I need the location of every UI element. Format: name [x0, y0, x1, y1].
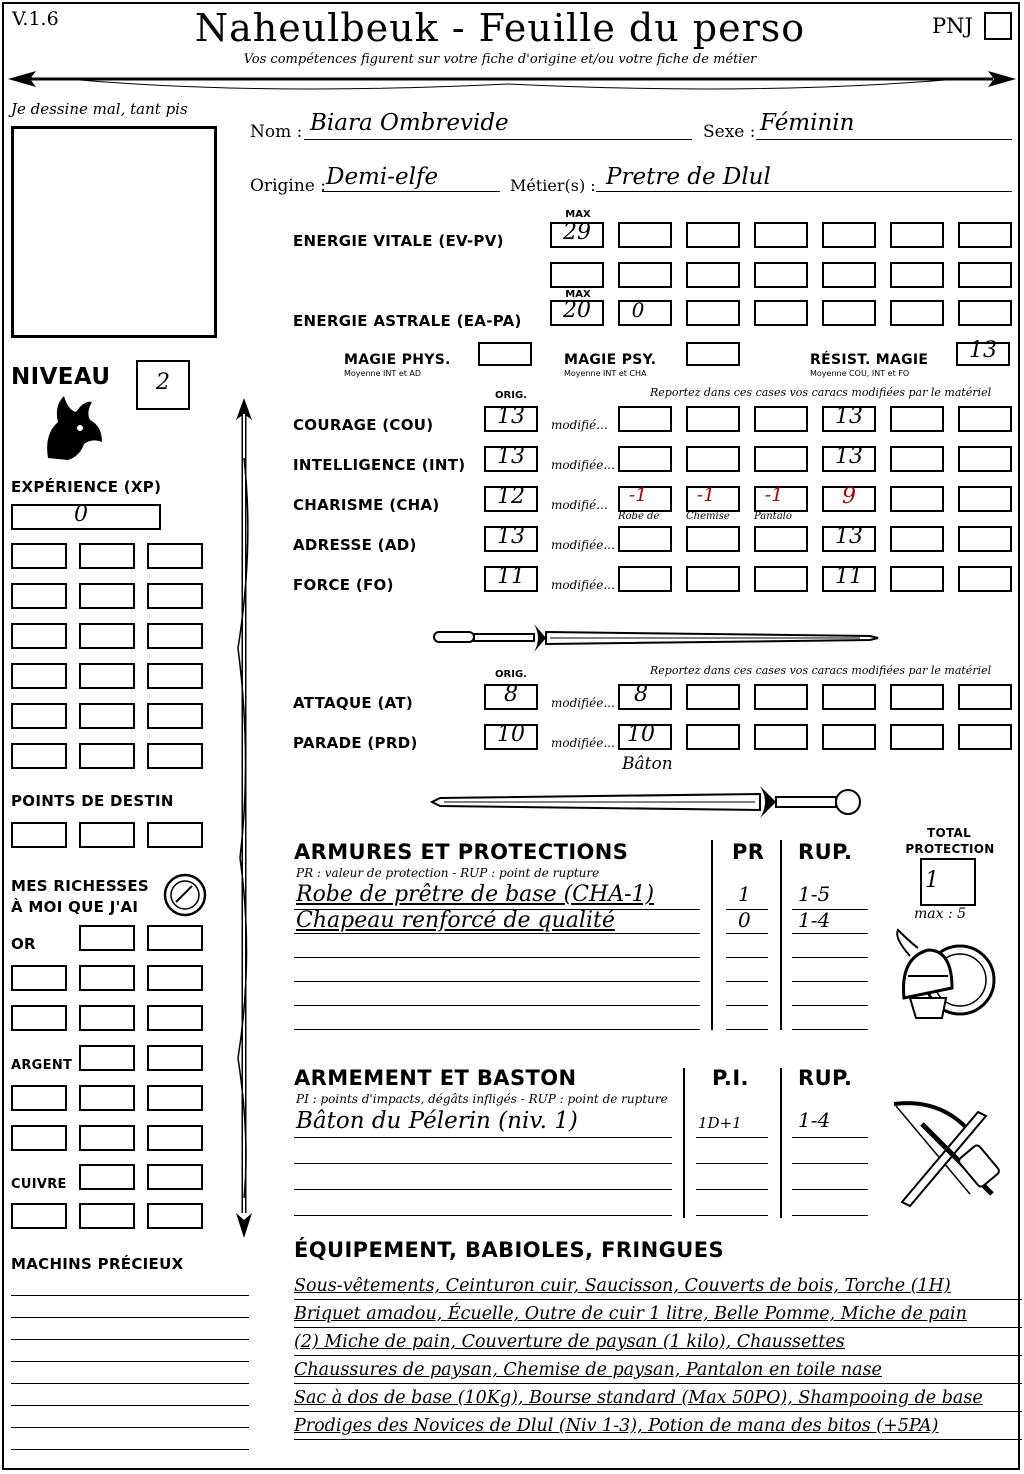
- armement-title: ARMEMENT ET BASTON: [294, 1066, 577, 1090]
- nom-label: Nom :: [250, 122, 303, 142]
- money-box[interactable]: [79, 1085, 135, 1111]
- machins-line[interactable]: [11, 1384, 249, 1406]
- carac-mod-value: -1: [628, 484, 648, 506]
- ea-max-label: MAX: [565, 289, 591, 300]
- equipement-line[interactable]: Sac à dos de base (10Kg), Bourse standard (Max 50PO), Shampooing de base: [294, 1386, 1022, 1412]
- ea-box[interactable]: [822, 300, 876, 326]
- arme-name-line[interactable]: [294, 1138, 672, 1164]
- armement-divider-2: [780, 1068, 782, 1218]
- carac-final-value: 9: [842, 484, 856, 509]
- ev-box[interactable]: [958, 262, 1012, 288]
- carac-mod-box[interactable]: [890, 526, 944, 552]
- money-box[interactable]: [79, 1045, 135, 1071]
- armures-divider-1: [711, 840, 713, 1030]
- money-box[interactable]: [147, 1045, 203, 1071]
- ea-current-value: 0: [631, 298, 645, 322]
- arme-name-line[interactable]: [294, 1164, 672, 1190]
- ev-box[interactable]: [754, 262, 808, 288]
- money-box[interactable]: [147, 925, 203, 951]
- niveau-label: NIVEAU: [11, 364, 111, 390]
- armure-pr-line[interactable]: [726, 982, 768, 1006]
- magie-psy-label: MAGIE PSY.: [564, 352, 657, 368]
- caracs-report-note: Reportez dans ces cases vos caracs modifiées par le matériel: [650, 386, 992, 399]
- xp-grid-box[interactable]: [79, 663, 135, 689]
- carac-mod-box[interactable]: [754, 566, 808, 592]
- magie-phys-note: Moyenne INT et AD: [344, 369, 422, 378]
- equipement-line[interactable]: Sous-vêtements, Ceinturon cuir, Saucisson, Couverts de bois, Torche (1H): [294, 1274, 1022, 1300]
- destin-box[interactable]: [11, 822, 67, 848]
- armure-pr-line[interactable]: [726, 1006, 768, 1030]
- armure-name-line[interactable]: [294, 934, 700, 958]
- armure-rup-line[interactable]: [792, 1006, 868, 1030]
- machins-line[interactable]: [11, 1406, 249, 1428]
- carac-mod-box[interactable]: [958, 446, 1012, 472]
- carac-mod-box[interactable]: [618, 526, 672, 552]
- destin-box[interactable]: [147, 822, 203, 848]
- armure-name-line[interactable]: [294, 1006, 700, 1030]
- machins-line[interactable]: [11, 1296, 249, 1318]
- armures-rup-label: RUP.: [798, 840, 853, 864]
- xp-grid-box[interactable]: [11, 743, 67, 769]
- ea-box[interactable]: [958, 300, 1012, 326]
- xp-grid-box[interactable]: [147, 623, 203, 649]
- xp-grid-box[interactable]: [79, 743, 135, 769]
- carac-label: COURAGE (COU): [293, 416, 434, 434]
- total-protection-value: 1: [925, 868, 939, 893]
- money-box[interactable]: [79, 965, 135, 991]
- armement-note: PI : points d'impacts, dégâts infligés - RUP : point de rupture: [296, 1092, 668, 1106]
- carac-mod-box[interactable]: [686, 526, 740, 552]
- parade-label: PARADE (PRD): [293, 734, 418, 752]
- armure-rup: 1-5: [798, 882, 831, 906]
- sexe-value: Féminin: [760, 110, 855, 136]
- carac-label: FORCE (FO): [293, 576, 394, 594]
- carac-mod-box[interactable]: [958, 486, 1012, 512]
- attaque-mod-box[interactable]: [890, 684, 944, 710]
- page-title: Naheulbeuk - Feuille du perso: [194, 6, 806, 50]
- carac-mod-label: modifié...: [551, 418, 608, 432]
- resist-magie-value: 13: [969, 338, 997, 363]
- carac-mod-box[interactable]: [890, 566, 944, 592]
- attaque-mod-box[interactable]: [686, 684, 740, 710]
- carac-mod-box[interactable]: [958, 526, 1012, 552]
- destin-label: POINTS DE DESTIN: [11, 792, 174, 810]
- ea-box[interactable]: [686, 300, 740, 326]
- armure-rup-line[interactable]: [792, 934, 868, 958]
- arme-rup: 1-4: [798, 1108, 831, 1132]
- attaque-orig-value: 8: [504, 682, 518, 707]
- attaque-label: ATTAQUE (AT): [293, 694, 414, 712]
- pnj-label: PNJ: [932, 14, 973, 38]
- armure-pr: 1: [738, 882, 751, 906]
- coin-icon: [162, 872, 208, 918]
- equipement-line[interactable]: Chaussures de paysan, Chemise de paysan, Pantalon en toile nase: [294, 1358, 1022, 1384]
- attaque-mod-box[interactable]: [958, 684, 1012, 710]
- carac-mod-box[interactable]: [686, 406, 740, 432]
- money-box[interactable]: [79, 1203, 135, 1229]
- armure-name-line[interactable]: [294, 982, 700, 1006]
- carac-label: ADRESSE (AD): [293, 536, 417, 554]
- ev-box[interactable]: [958, 222, 1012, 248]
- xp-grid-box[interactable]: [79, 703, 135, 729]
- arme-pi: 1D+1: [698, 1114, 742, 1132]
- armure-pr-line[interactable]: [726, 958, 768, 982]
- ev-box[interactable]: [890, 262, 944, 288]
- xp-grid-box[interactable]: [11, 703, 67, 729]
- parade-mod-box[interactable]: [686, 724, 740, 750]
- equipement-line[interactable]: Prodiges des Novices de Dlul (Niv 1-3), Potion de mana des bitos (+5PA): [294, 1414, 1022, 1440]
- carac-orig-value: 11: [497, 564, 525, 589]
- armures-note: PR : valeur de protection - RUP : point de rupture: [296, 866, 600, 880]
- xp-grid-box[interactable]: [79, 543, 135, 569]
- money-box[interactable]: [147, 1203, 203, 1229]
- xp-grid-box[interactable]: [147, 543, 203, 569]
- armement-pi-label: P.I.: [712, 1066, 749, 1090]
- arme-name: Bâton du Pélerin (niv. 1): [296, 1108, 578, 1134]
- xp-grid-box[interactable]: [147, 583, 203, 609]
- carac-orig-value: 13: [497, 524, 525, 549]
- ev-box[interactable]: [822, 222, 876, 248]
- carac-orig-value: 13: [497, 444, 525, 469]
- armures-pr-label: PR: [732, 840, 765, 864]
- equipement-title: ÉQUIPEMENT, BABIOLES, FRINGUES: [294, 1238, 724, 1262]
- total-protection-max: max : 5: [914, 906, 967, 922]
- attaque-final-value: 8: [634, 682, 648, 707]
- money-box[interactable]: [79, 1164, 135, 1190]
- carac-label: CHARISME (CHA): [293, 496, 440, 514]
- armement-divider-1: [683, 1068, 685, 1218]
- magie-psy-note: Moyenne INT et CHA: [564, 369, 647, 378]
- equipement-line[interactable]: Briquet amadou, Écuelle, Outre de cuir 1 litre, Belle Pomme, Miche de pain: [294, 1302, 1022, 1328]
- sexe-label: Sexe :: [703, 122, 756, 142]
- origine-label: Origine :: [250, 176, 326, 196]
- arme-rup-line[interactable]: [792, 1190, 868, 1216]
- money-box[interactable]: [11, 965, 67, 991]
- parade-mod-label: modifiée...: [551, 736, 615, 750]
- combat-orig-label: ORIG.: [495, 669, 527, 680]
- xp-grid-box[interactable]: [11, 623, 67, 649]
- armure-pr-line[interactable]: [726, 934, 768, 958]
- carac-mod-label: modifiée...: [551, 458, 615, 472]
- equipement-line[interactable]: (2) Miche de pain, Couverture de paysan (1 kilo), Chaussettes: [294, 1330, 1022, 1356]
- machins-line[interactable]: [11, 1428, 249, 1450]
- machins-line[interactable]: [11, 1274, 249, 1296]
- caracs-orig-label: ORIG.: [495, 390, 527, 401]
- arme-pi-line[interactable]: [696, 1164, 768, 1190]
- xp-grid-box[interactable]: [79, 623, 135, 649]
- parade-mod-box[interactable]: [822, 724, 876, 750]
- carac-mod-box[interactable]: [686, 446, 740, 472]
- armure-pr: 0: [738, 908, 751, 932]
- parade-mod-box[interactable]: [754, 724, 808, 750]
- arme-pi-line[interactable]: [696, 1190, 768, 1216]
- armement-rup-label: RUP.: [798, 1066, 853, 1090]
- attaque-mod-box[interactable]: [822, 684, 876, 710]
- parade-orig-value: 10: [497, 722, 525, 747]
- carac-final-value: 11: [835, 564, 863, 589]
- ea-box[interactable]: [754, 300, 808, 326]
- parade-note: Bâton: [622, 754, 673, 774]
- resist-magie-label: RÉSIST. MAGIE: [810, 352, 929, 368]
- ea-box[interactable]: [890, 300, 944, 326]
- armures-divider-2: [780, 840, 782, 1030]
- xp-grid-box[interactable]: [79, 583, 135, 609]
- carac-orig-value: 12: [497, 484, 525, 509]
- dragon-head-icon: [40, 394, 106, 464]
- money-box[interactable]: [79, 925, 135, 951]
- money-box[interactable]: [11, 1125, 67, 1151]
- version-label: V.1.6: [12, 8, 59, 30]
- carac-mod-value: -1: [764, 484, 784, 506]
- attaque-mod-box[interactable]: [754, 684, 808, 710]
- combat-report-note: Reportez dans ces cases vos caracs modifiées par le matériel: [650, 664, 992, 677]
- armures-title: ARMURES ET PROTECTIONS: [294, 840, 629, 864]
- arme-rup-line[interactable]: [792, 1164, 868, 1190]
- helmet-shield-icon: [890, 928, 1000, 1024]
- carac-mod-box[interactable]: [754, 406, 808, 432]
- xp-label: EXPÉRIENCE (XP): [11, 478, 162, 496]
- ea-label: ENERGIE ASTRALE (EA-PA): [293, 312, 522, 330]
- ev-label: ENERGIE VITALE (EV-PV): [293, 232, 504, 250]
- carac-final-value: 13: [835, 444, 863, 469]
- spear-icon: [8, 66, 1016, 92]
- carac-mod-label: modifiée...: [551, 538, 615, 552]
- machins-label: MACHINS PRÉCIEUX: [11, 1255, 184, 1273]
- niveau-value: 2: [156, 370, 170, 395]
- money-box[interactable]: [147, 1085, 203, 1111]
- carac-mod-box[interactable]: [958, 406, 1012, 432]
- carac-mod-box[interactable]: [618, 406, 672, 432]
- carac-mod-box[interactable]: [890, 446, 944, 472]
- carac-final-value: 13: [835, 524, 863, 549]
- destin-box[interactable]: [79, 822, 135, 848]
- page-subtitle: Vos compétences figurent sur votre fiche d'origine et/ou votre fiche de métier: [243, 52, 757, 67]
- carac-mod-box[interactable]: [618, 446, 672, 472]
- money-box[interactable]: [147, 1005, 203, 1031]
- ev-box[interactable]: [618, 262, 672, 288]
- magie-psy-box[interactable]: [686, 342, 740, 366]
- carac-mod-box[interactable]: [618, 566, 672, 592]
- sword-icon-2: [430, 782, 875, 822]
- argent-label: ARGENT: [11, 1058, 73, 1073]
- money-box[interactable]: [79, 1125, 135, 1151]
- money-box[interactable]: [11, 1005, 67, 1031]
- xp-grid-box[interactable]: [147, 663, 203, 689]
- pnj-checkbox[interactable]: [984, 12, 1012, 40]
- armure-rup-line[interactable]: [792, 958, 868, 982]
- parade-final-value: 10: [627, 722, 655, 747]
- parade-mod-box[interactable]: [890, 724, 944, 750]
- armure-name: Robe de prêtre de base (CHA-1): [296, 882, 655, 907]
- machins-line[interactable]: [11, 1362, 249, 1384]
- ev-box[interactable]: [686, 222, 740, 248]
- xp-value: 0: [74, 502, 88, 527]
- metier-label: Métier(s) :: [510, 176, 596, 195]
- ev-box[interactable]: [754, 222, 808, 248]
- ev-box[interactable]: [686, 262, 740, 288]
- carac-label: INTELLIGENCE (INT): [293, 456, 466, 474]
- ev-max-label: MAX: [565, 209, 591, 220]
- portrait-caption: Je dessine mal, tant pis: [11, 100, 188, 118]
- nom-value: Biara Ombrevide: [310, 110, 509, 136]
- sword-icon: [430, 618, 880, 658]
- portrait-box[interactable]: [11, 126, 217, 338]
- xp-grid-box[interactable]: [147, 743, 203, 769]
- origine-value: Demi-elfe: [326, 164, 439, 190]
- carac-mod-box[interactable]: [686, 566, 740, 592]
- magie-phys-label: MAGIE PHYS.: [344, 352, 451, 368]
- armure-rup: 1-4: [798, 908, 831, 932]
- richesses-label-2: À MOI QUE J'AI: [11, 898, 139, 916]
- staff-icon: [230, 398, 258, 1238]
- armure-name-line[interactable]: [294, 958, 700, 982]
- money-box[interactable]: [11, 1203, 67, 1229]
- carac-mod-note: Chemise: [686, 511, 730, 522]
- richesses-label-1: MES RICHESSES: [11, 877, 150, 895]
- carac-mod-label: modifiée...: [551, 578, 615, 592]
- carac-mod-value: -1: [696, 484, 716, 506]
- ea-max-value: 20: [563, 298, 591, 323]
- money-box[interactable]: [147, 1125, 203, 1151]
- ev-box[interactable]: [822, 262, 876, 288]
- arme-rup-line[interactable]: [792, 1138, 868, 1164]
- carac-orig-value: 13: [497, 404, 525, 429]
- carac-mod-box[interactable]: [890, 406, 944, 432]
- carac-final-value: 13: [835, 404, 863, 429]
- ev-box[interactable]: [550, 262, 604, 288]
- cuivre-label: CUIVRE: [11, 1177, 67, 1192]
- xp-grid-box[interactable]: [11, 543, 67, 569]
- money-box[interactable]: [147, 1164, 203, 1190]
- ev-box[interactable]: [618, 222, 672, 248]
- carac-mod-note: Robe de: [618, 511, 660, 522]
- total-protection-label-2: PROTECTION: [905, 842, 995, 856]
- armure-rup-line[interactable]: [792, 982, 868, 1006]
- carac-mod-box[interactable]: [958, 566, 1012, 592]
- carac-mod-label: modifié...: [551, 498, 608, 512]
- arme-name-line[interactable]: [294, 1190, 672, 1216]
- magie-phys-box[interactable]: [478, 342, 532, 366]
- arme-pi-line[interactable]: [696, 1138, 768, 1164]
- xp-grid-box[interactable]: [147, 703, 203, 729]
- carac-mod-note: Pantalo: [754, 511, 792, 522]
- parade-mod-box[interactable]: [958, 724, 1012, 750]
- money-box[interactable]: [147, 965, 203, 991]
- crossed-weapons-icon: [882, 1094, 1000, 1214]
- xp-grid-box[interactable]: [11, 583, 67, 609]
- carac-mod-box[interactable]: [890, 486, 944, 512]
- machins-line[interactable]: [11, 1340, 249, 1362]
- money-box[interactable]: [11, 1085, 67, 1111]
- resist-magie-note: Moyenne COU, INT et FO: [810, 369, 910, 378]
- armure-name: Chapeau renforcé de qualité: [296, 908, 615, 933]
- carac-mod-box[interactable]: [754, 526, 808, 552]
- metier-value: Pretre de Dlul: [606, 164, 771, 190]
- carac-mod-box[interactable]: [754, 446, 808, 472]
- ev-box[interactable]: [890, 222, 944, 248]
- xp-grid-box[interactable]: [11, 663, 67, 689]
- total-protection-label-1: TOTAL: [926, 826, 972, 840]
- machins-line[interactable]: [11, 1318, 249, 1340]
- money-box[interactable]: [79, 1005, 135, 1031]
- ev-max-value: 29: [563, 220, 591, 245]
- attaque-mod-label: modifiée...: [551, 696, 615, 710]
- or-label: OR: [11, 935, 36, 953]
